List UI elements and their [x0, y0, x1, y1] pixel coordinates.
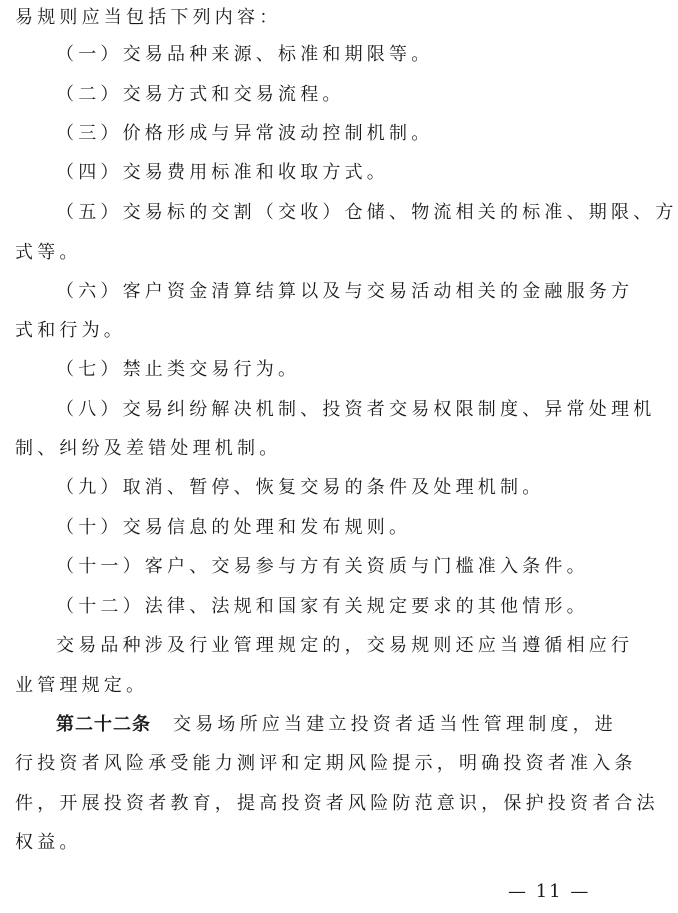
item-2: （二）交易方式和交易流程。: [56, 84, 345, 105]
item-10: （十）交易信息的处理和发布规则。: [56, 517, 412, 538]
item-7: （七）禁止类交易行为。: [56, 359, 301, 380]
item-5-line-2: 式等。: [15, 242, 82, 263]
page-number: — 11 —: [508, 881, 591, 902]
item-3: （三）价格形成与异常波动控制机制。: [56, 123, 434, 144]
item-8-line-1: （八）交易纠纷解决机制、投资者交易权限制度、异常处理机: [56, 399, 656, 420]
article-text-line-1: 交易场所应当建立投资者适当性管理制度，进: [173, 714, 617, 735]
item-6-line-1: （六）客户资金清算结算以及与交易活动相关的金融服务方: [56, 281, 634, 302]
article-22-line-1: [0, 707, 671, 743]
item-1: （一）交易品种来源、标准和期限等。: [56, 44, 434, 65]
article-22-line-4: 权益。: [15, 832, 82, 853]
item-5-line-1: （五）交易标的交割（交收）仓储、物流相关的标准、期限、方: [56, 202, 678, 223]
closing-paragraph-line-1: 交易品种涉及行业管理规定的，交易规则还应当遵循相应行: [56, 635, 634, 656]
item-6-line-2: 式和行为。: [15, 320, 126, 341]
intro-paragraph: 易规则应当包括下列内容：: [15, 7, 282, 28]
item-8-line-2: 制、纠纷及差错处理机制。: [15, 438, 282, 459]
article-22-line-3: 件，开展投资者教育，提高投资者风险防范意识，保护投资者合法: [15, 793, 659, 814]
item-9: （九）取消、暂停、恢复交易的条件及处理机制。: [56, 477, 545, 498]
item-12: （十二）法律、法规和国家有关规定要求的其他情形。: [56, 596, 589, 617]
closing-paragraph-line-2: 业管理规定。: [15, 675, 149, 696]
article-number: 第二十二条: [56, 714, 151, 735]
item-4: （四）交易费用标准和收取方式。: [56, 162, 389, 183]
article-22-line-2: 行投资者风险承受能力测评和定期风险提示，明确投资者准入条: [15, 753, 637, 774]
item-11: （十一）客户、交易参与方有关资质与门槛准入条件。: [56, 556, 589, 577]
